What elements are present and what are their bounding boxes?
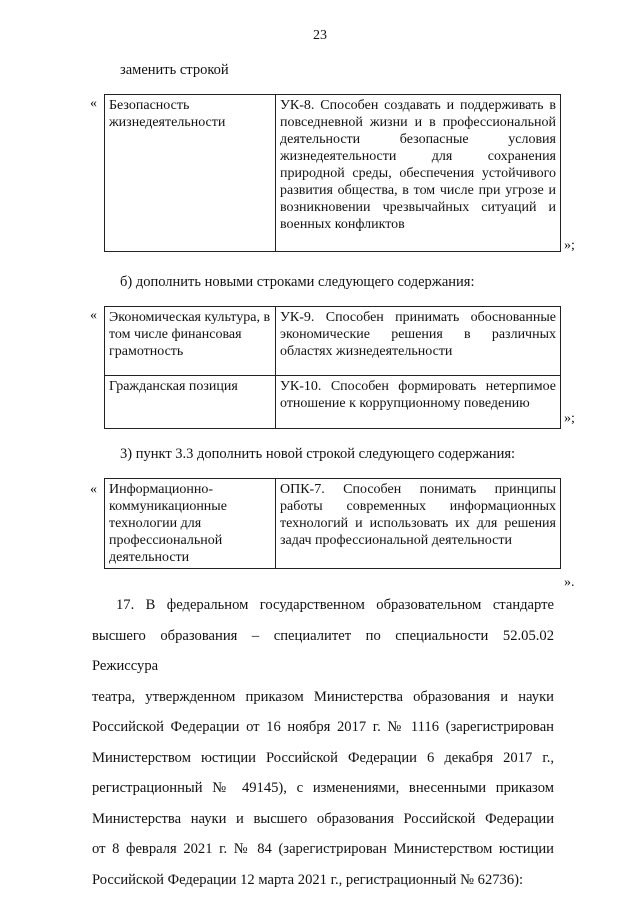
paragraph-line: регистрационный № 49145), с изменениями, внесенными приказом xyxy=(92,780,554,796)
open-quote: « xyxy=(90,96,97,111)
open-quote: « xyxy=(90,482,97,497)
competence-category: Информационно-коммуникационные технологии для профессиональной деятельности xyxy=(105,479,276,569)
replace-instruction: заменить строкой xyxy=(120,62,229,78)
table-uk8 xyxy=(104,94,561,252)
paragraph-line: Российской Федерации 12 марта 2021 г., регистрационный № 62736): xyxy=(92,871,524,888)
table-row xyxy=(105,376,561,429)
section-b-heading: б) дополнить новыми строками следующего содержания: xyxy=(120,274,475,290)
competence-description: УК-8. Способен создавать и поддерживать в повседневной жизни и в профессиональной деятельности безопасные условия жизнедеятельности для сохранения природной среды, обеспечения устойчивого развития общества, в том числе при угрозе и возникновении чрезвычайных ситуаций и военных конфликтов xyxy=(276,95,561,252)
open-quote: « xyxy=(90,308,97,323)
paragraph-line: 17. В федеральном государственном образовательном стандарте xyxy=(116,597,554,613)
close-quote: »; xyxy=(564,411,575,426)
competence-description: УК-9. Способен принимать обоснованные экономические решения в различных областях жизнедеятельности xyxy=(276,307,561,376)
table-uk9-uk10 xyxy=(104,306,561,429)
close-quote: »; xyxy=(564,238,575,253)
section-3-heading: 3) пункт 3.3 дополнить новой строкой следующего содержания: xyxy=(120,446,516,462)
page-number: 23 xyxy=(313,28,327,43)
competence-category: Экономическая культура, в том числе финансовая грамотность xyxy=(105,307,276,376)
competence-category: Гражданская позиция xyxy=(105,376,276,429)
competence-category: Безопасность жизнедеятельности xyxy=(105,95,276,252)
competence-description: УК-10. Способен формировать нетерпимое отношение к коррупционному поведению xyxy=(276,376,561,429)
paragraph-line: Министерством юстиции Российской Федерации 6 декабря 2017 г., xyxy=(92,749,554,766)
table-row xyxy=(105,95,561,252)
paragraph-line: театра, утвержденном приказом Министерства образования и науки xyxy=(92,688,554,705)
paragraph-17 xyxy=(92,590,554,895)
table-row xyxy=(105,307,561,376)
paragraph-line: Министерства науки и высшего образования Российской Федерации xyxy=(92,810,554,827)
close-quote: ». xyxy=(564,575,575,590)
table-opk7 xyxy=(104,478,561,569)
paragraph-line: высшего образования – специалитет по специальности 52.05.02 Режиссура xyxy=(92,627,554,674)
table-row xyxy=(105,479,561,569)
paragraph-line: от 8 февраля 2021 г. № 84 (зарегистрирован Министерством юстиции xyxy=(92,841,554,857)
competence-description: ОПК-7. Способен понимать принципы работы современных информационных технологий и использовать их для решения задач профессиональной деятельности xyxy=(276,479,561,569)
paragraph-line: Российской Федерации от 16 ноября 2017 г. № 1116 (зарегистрирован xyxy=(92,719,554,735)
